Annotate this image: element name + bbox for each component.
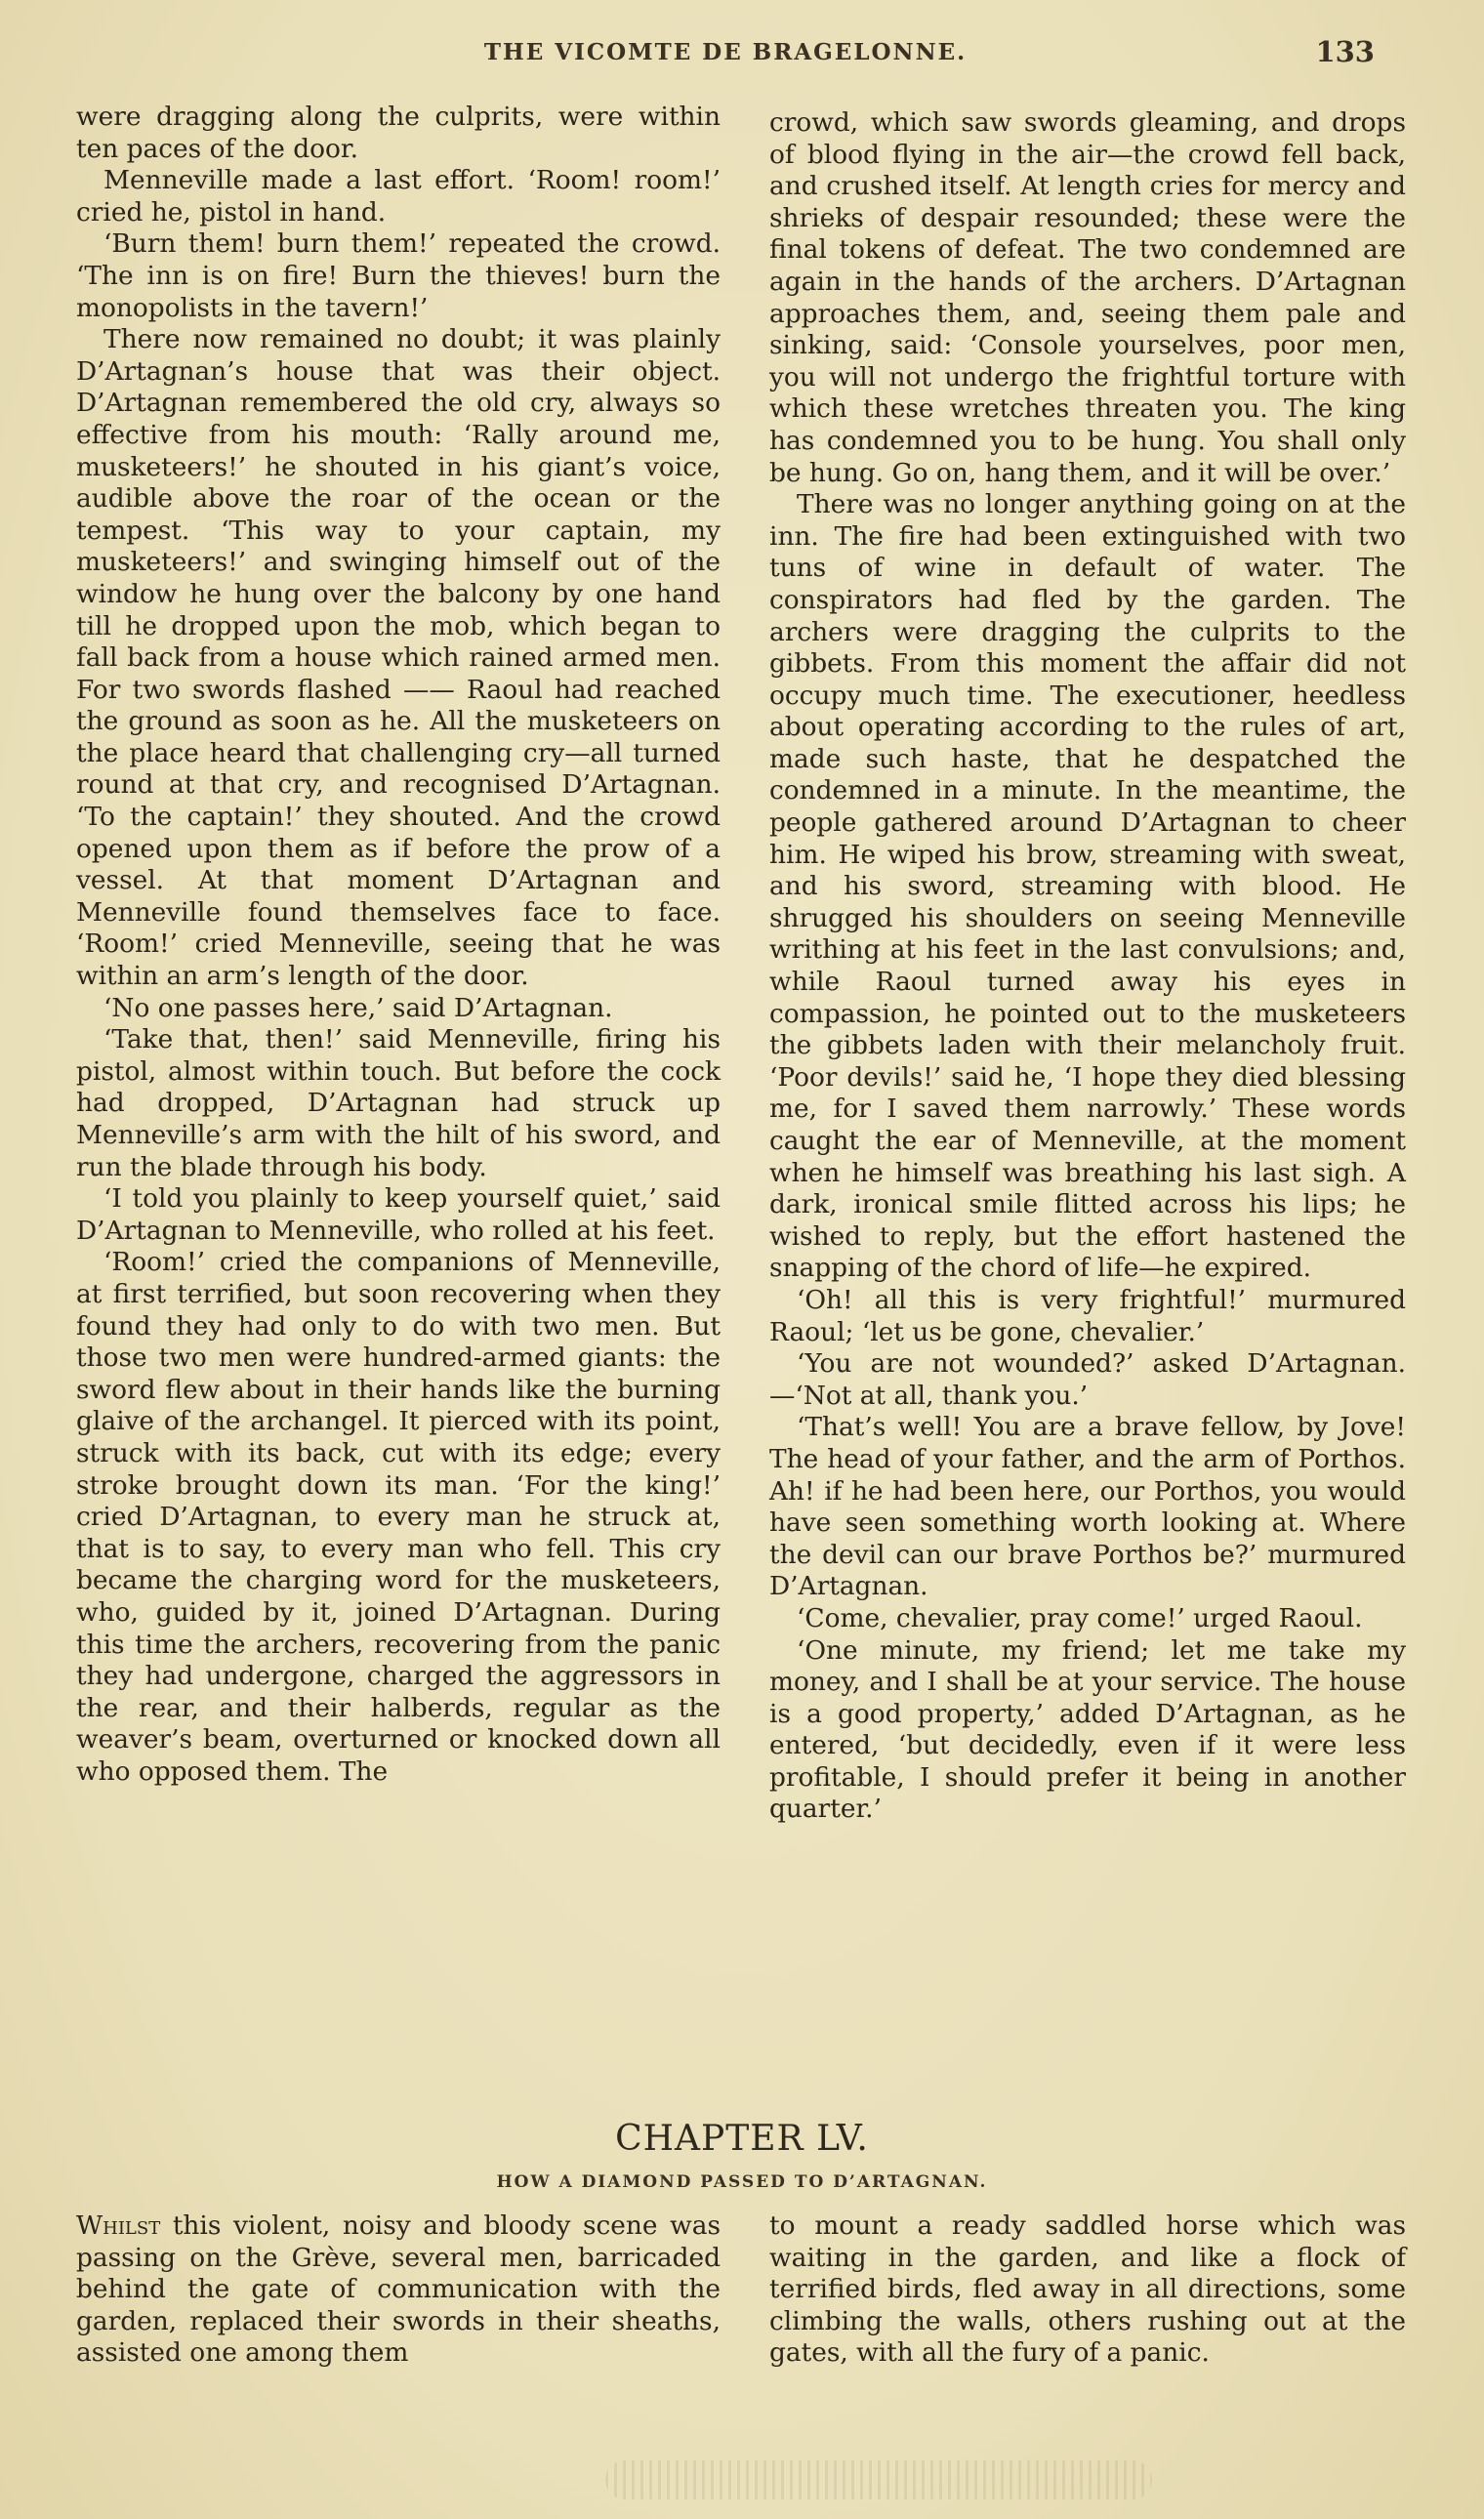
paragraph: crowd, which saw swords gleaming, and drops of blood flying in the air—the crowd fell back, and crushed itself. At length cries for mercy and shrieks of despair resounded; these were the final tokens of defeat. The two condemned are again in the hands of the archers. D’Artagnan approaches them, and, seeing them pale and sinking, said: ‘Console yourselves, poor men, you will not undergo the frightful torture with which these wretches threaten you. The king has condemned you to be hung. You shall only be hung. Go on, hang them, and it will be over.’	[769, 107, 1406, 488]
paragraph: to mount a ready saddled horse which was waiting in the garden, and like a flock of terrified birds, fled away in all directions, some climbing the walls, others rushing out at the gates, with all the fury of a panic.	[769, 2210, 1406, 2369]
chapter-left-text: this violent, noisy and bloody scene was passing on the Grève, several men, barricaded behind the gate of communication with the garden, replaced their swords in their sheaths, assisted one among them	[76, 2210, 721, 2369]
paragraph: ‘You are not wounded?’ asked D’Artagnan.—‘Not at all, thank you.’	[769, 1348, 1406, 1411]
paragraph: ‘No one passes here,’ said D’Artagnan.	[103, 992, 613, 1023]
paragraph: ‘That’s well! You are a brave fellow, by Jove! The head of your father, and the arm of Porthos. Ah! if he had been here, our Porthos, you would have seen something worth looking at. Where the devil can our brave Porthos be?’ murmured D’Artagnan.	[769, 1412, 1406, 1602]
chapter-right-column	[769, 2210, 1406, 2370]
paragraph: There was no longer anything going on at the inn. The fire had been extinguished with two tuns of wine in default of water. The conspirators had fled by the garden. The archers were dragging the culprits to the gibbets. From this moment the affair did not occupy much time. The executioner, heedless about operating according to the rules of art, made such haste, that he despatched the condemned in a minute. In the meantime, the people gathered around D’Artagnan to cheer him. He wiped his brow, streaming with sweat, and his sword, streaming with blood. He shrugged his shoulders on seeing Menneville writhing at his feet in the last convulsions; and, while Raoul turned away his eyes in compassion, he pointed out to the musketeers the gibbets laden with their melancholy fruit. ‘Poor devils!’ said he, ‘I hope they died blessing me, for I saved them narrowly.’ These words caught the ear of Menneville, at the moment when he himself was breathing his last sigh. A dark, ironical smile flitted across his lips; he wished to reply, but the effort hastened the snapping of the chord of life—he expired.	[769, 489, 1406, 1284]
chapter-opening-paragraph	[76, 2210, 721, 2370]
left-column	[76, 102, 721, 1788]
right-column	[769, 107, 1406, 1826]
paragraph: There now remained no doubt; it was plainly D’Artagnan’s house that was their object. D’Artagnan remembered the old cry, always so effective from his mouth: ‘Rally around me, musketeers!’ he shouted in his giant’s voice, audible above the roar of the ocean or the tempest. ‘This way to your captain, my musketeers!’ and swinging himself out of the window he hung over the balcony by one hand till he dropped upon the mob, which began to fall back from a house which rained armed men. For two swords flashed —— Raoul had reached the ground as soon as he. All the musketeers on the place heard that challenging cry—all turned round at that cry, and recognised D’Artagnan. ‘To the captain!’ they shouted. And the crowd opened upon them as if before the prow of a vessel. At that moment D’Artagnan and Menneville found themselves face to face. ‘Room!’ cried Menneville, seeing that he was within an arm’s length of the door.	[76, 324, 721, 992]
paragraph: ‘Come, chevalier, pray come!’ urged Raoul.	[797, 1602, 1363, 1633]
chapter-left-column	[76, 2210, 721, 2370]
paragraph: were dragging along the culprits, were within ten paces of the door.	[76, 102, 721, 164]
running-title: THE VICOMTE DE BRAGELONNE.	[483, 39, 968, 65]
paragraph: ‘Take that, then!’ said Menneville, firing his pistol, almost within touch. But before the cock had dropped, D’Artagnan had struck up Menneville’s arm with the hilt of his sword, and run the blade through his body.	[76, 1024, 721, 1182]
paragraph: ‘One minute, my friend; let me take my money, and I shall be at your service. The house is a good property,’ added D’Artagnan, as he entered, ‘but decidedly, even if it were less profitable, I should prefer it being in another quarter.’	[769, 1634, 1406, 1825]
paragraph: ‘Room!’ cried the companions of Menneville, at first terrified, but soon recovering when they found they had only to do with two men. But those two men were hundred-armed giants: the sword flew about in their hands like the burning glaive of the archangel. It pierced with its point, struck with its back, cut with its edge; every stroke brought down its man. ‘For the king!’ cried D’Artagnan, to every man he struck at, that is to say, to every man who fell. This cry became the charging word for the musketeers, who, guided by it, joined D’Artagnan. During this time the archers, recovering from the panic they had undergone, charged the aggressors in the rear, and their halberds, regular as the weaver’s beam, overturned or knocked down all who opposed them. The	[76, 1247, 721, 1787]
page-number: 133	[1315, 35, 1375, 68]
paragraph: ‘Oh! all this is very frightful!’ murmured Raoul; ‘let us be gone, chevalier.’	[769, 1284, 1406, 1347]
page-header	[76, 33, 1375, 72]
print-smudge	[605, 2460, 1152, 2499]
chapter-subtitle: HOW A DIAMOND PASSED TO D’ARTAGNAN.	[496, 2172, 988, 2192]
paragraph: ‘I told you plainly to keep yourself quiet,’ said D’Artagnan to Menneville, who rolled at his feet.	[76, 1183, 721, 1246]
paragraph: Menneville made a last effort. ‘Room! room!’ cried he, pistol in hand.	[76, 165, 721, 227]
paragraph: ‘Burn them! burn them!’ repeated the crowd. ‘The inn is on fire! Burn the thieves! burn the monopolists in the tavern!’	[76, 228, 721, 323]
chapter-title: CHAPTER LV.	[615, 2119, 869, 2159]
drop-word: Whilst	[76, 2210, 161, 2241]
